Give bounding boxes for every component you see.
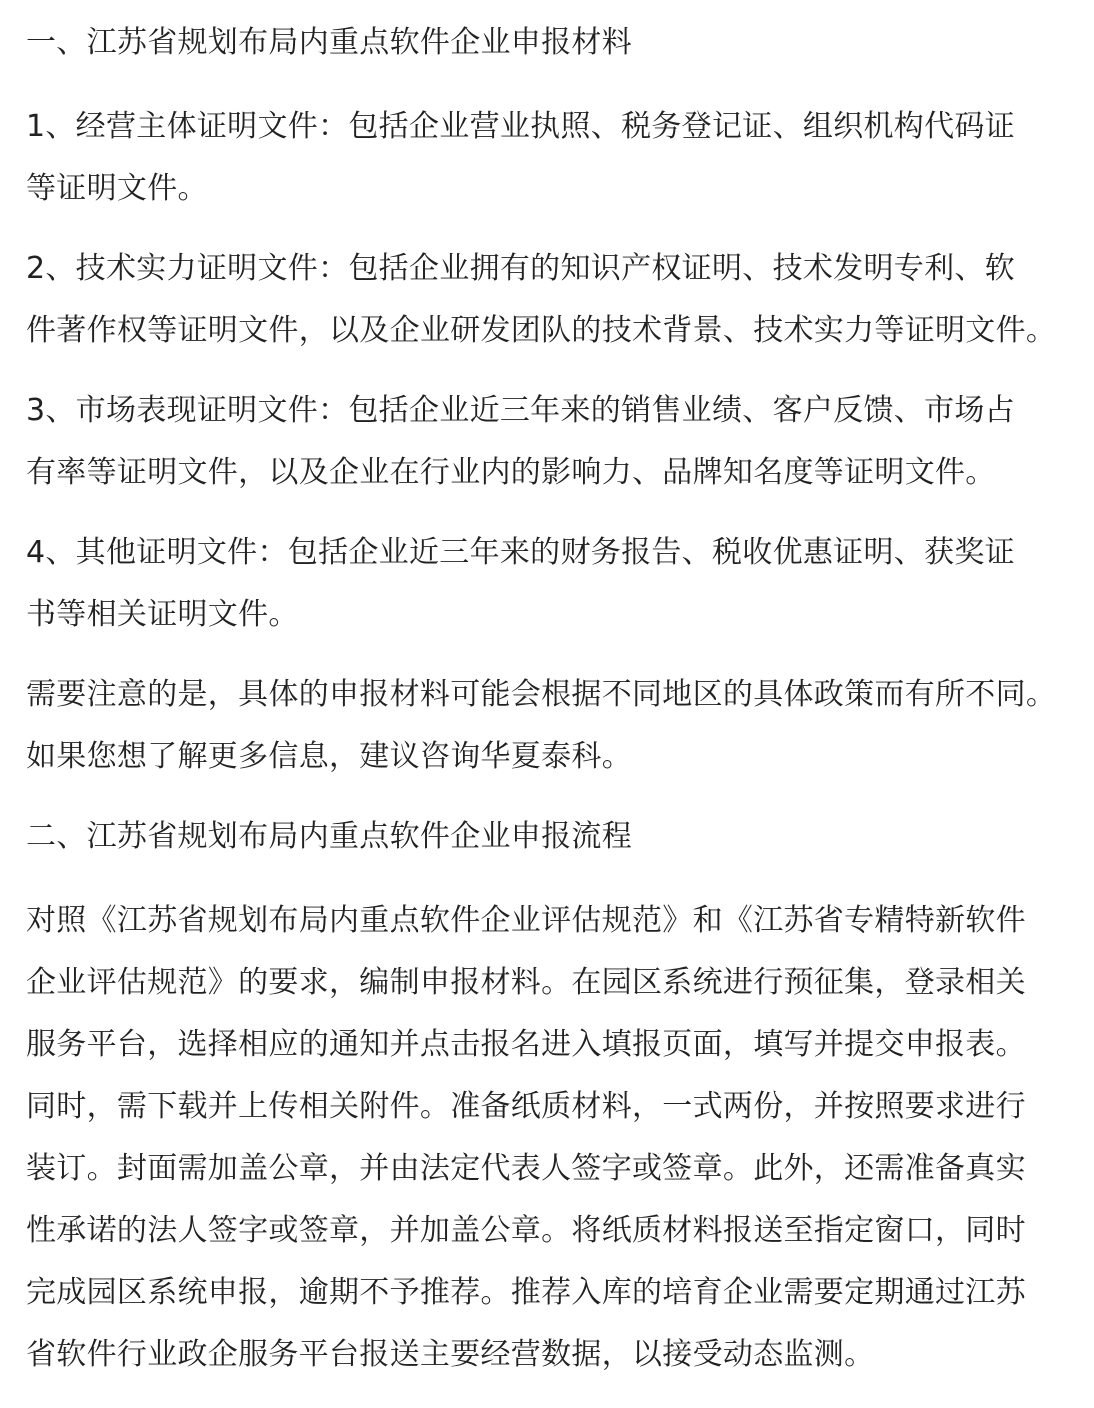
process-line: 装订。封面需加盖公章，并由法定代表人签字或签章。此外，还需准备真实 (26, 1151, 1026, 1186)
material-item-4-line: 书等相关证明文件。 (26, 597, 299, 632)
process-line: 对照《江苏省规划布局内重点软件企业评估规范》和《江苏省专精特新软件 (26, 903, 1026, 938)
process-line: 省软件行业政企服务平台报送主要经营数据，以接受动态监测。 (26, 1337, 875, 1372)
process-line: 服务平台，选择相应的通知并点击报名进入填报页面，填写并提交申报表。 (26, 1027, 1026, 1062)
material-item-4-line: 4、其他证明文件：包括企业近三年来的财务报告、税收优惠证明、获奖证 (26, 535, 1015, 570)
material-item-3-line: 有率等证明文件，以及企业在行业内的影响力、品牌知名度等证明文件。 (26, 455, 996, 490)
process-line: 性承诺的法人签字或签章，并加盖公章。将纸质材料报送至指定窗口，同时 (26, 1213, 1026, 1248)
section1-heading-text: 一、江苏省规划布局内重点软件企业申报材料 (26, 25, 632, 60)
material-item-3 (26, 380, 1074, 504)
material-item-1-line: 1、经营主体证明文件：包括企业营业执照、税务登记证、组织机构代码证 (26, 109, 1015, 144)
process-line: 同时，需下载并上传相关附件。准备纸质材料，一式两份，并按照要求进行 (26, 1089, 1026, 1124)
process-line: 企业评估规范》的要求，编制申报材料。在园区系统进行预征集，登录相关 (26, 965, 1026, 1000)
section1-heading (26, 12, 1074, 74)
material-item-3-line: 3、市场表现证明文件：包括企业近三年来的销售业绩、客户反馈、市场占 (26, 393, 1015, 428)
note-paragraph (26, 664, 1074, 788)
process-line: 完成园区系统申报，逾期不予推荐。推荐入库的培育企业需要定期通过江苏 (26, 1275, 1026, 1310)
section2-heading (26, 806, 1074, 868)
note-line: 需要注意的是，具体的申报材料可能会根据不同地区的具体政策而有所不同。 (26, 677, 1057, 712)
material-item-2-line: 件著作权等证明文件，以及企业研发团队的技术背景、技术实力等证明文件。 (26, 313, 1057, 348)
note-line: 如果您想了解更多信息，建议咨询华夏泰科。 (26, 739, 632, 774)
material-item-4 (26, 522, 1074, 646)
section2-heading-text: 二、江苏省规划布局内重点软件企业申报流程 (26, 819, 632, 854)
material-item-1 (26, 96, 1074, 220)
process-paragraph (26, 890, 1074, 1386)
material-item-2-line: 2、技术实力证明文件：包括企业拥有的知识产权证明、技术发明专利、软 (26, 251, 1015, 286)
material-item-1-line: 等证明文件。 (26, 171, 208, 206)
material-item-2 (26, 238, 1074, 362)
